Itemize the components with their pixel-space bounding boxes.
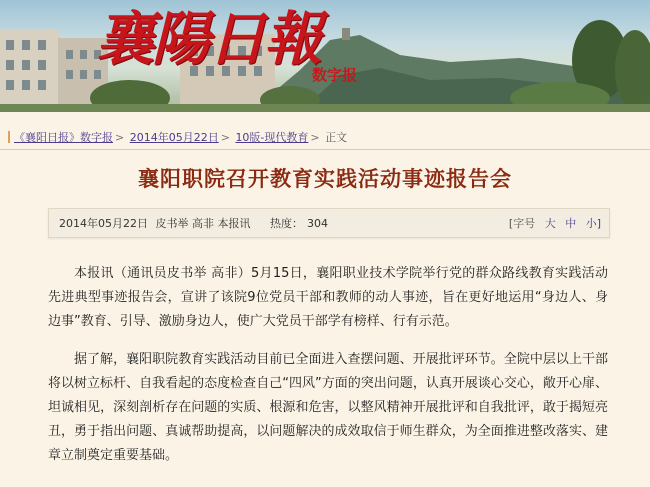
font-size-control (509, 215, 601, 231)
font-size-small-button[interactable]: 小] (585, 217, 601, 230)
breadcrumb (14, 129, 347, 145)
article-title: 襄阳职院召开教育实践活动事迹报告会 (138, 167, 512, 191)
views-label: 热度： (270, 217, 303, 230)
article-info-bar (48, 208, 610, 238)
article-paragraph: 本报讯（通讯员皮书举 高非）5月15日，襄阳职业技术学院举行党的群众路线教育实践活动先进典型事迹报告会，宣讲了该院9位党员干部和教师的动人事迹，旨在更好地运用“身边人、身边事”教育、引导、激励身边人，使广大党员干部学有榜样、行有示范。 (48, 266, 608, 329)
masthead-logo: 襄陽日報 (96, 5, 321, 73)
breadcrumb-bar (0, 123, 650, 150)
font-size-label: [字号 (508, 217, 536, 230)
breadcrumb-separator: > (220, 131, 230, 144)
breadcrumb-marker (8, 131, 10, 143)
font-size-large-button[interactable]: 大 (544, 217, 556, 230)
breadcrumb-date-link[interactable]: 2014年05月22日 (129, 131, 219, 144)
breadcrumb-separator: > (310, 131, 320, 144)
article-paragraph: 据了解，襄阳职院教育实践活动目前已全面进入查摆问题、开展批评环节。全院中层以上干部将以树立标杆、自我看起的态度检查自己“四风”方面的突出问题，认真开展谈心交心，敞开心扉、坦诚相见，深刻剖析存在问题的实质、根源和危害，以整风精神开展批评和自我批评，敢于揭短亮丑，勇于指出问题、真诚帮助提高，以问题解决的成效取信于师生群众，为全面推进整改落实、建章立制奠定重要基础。 (48, 352, 608, 463)
article-authors: 皮书举 高非 本报讯 (155, 217, 251, 230)
breadcrumb-home-link[interactable]: 《襄阳日报》数字报 (14, 131, 113, 144)
breadcrumb-page-link[interactable]: 10版-现代教育 (235, 131, 309, 144)
masthead-banner (0, 0, 650, 112)
breadcrumb-separator: > (115, 131, 125, 144)
article-body (48, 262, 608, 482)
views-count: 304 (307, 217, 328, 230)
article-meta (59, 215, 332, 231)
font-size-medium-button[interactable]: 中 (565, 217, 577, 230)
masthead-subtitle: 数字报 (312, 66, 358, 84)
breadcrumb-current: 正文 (325, 131, 348, 144)
article-date: 2014年05月22日 (59, 217, 148, 230)
